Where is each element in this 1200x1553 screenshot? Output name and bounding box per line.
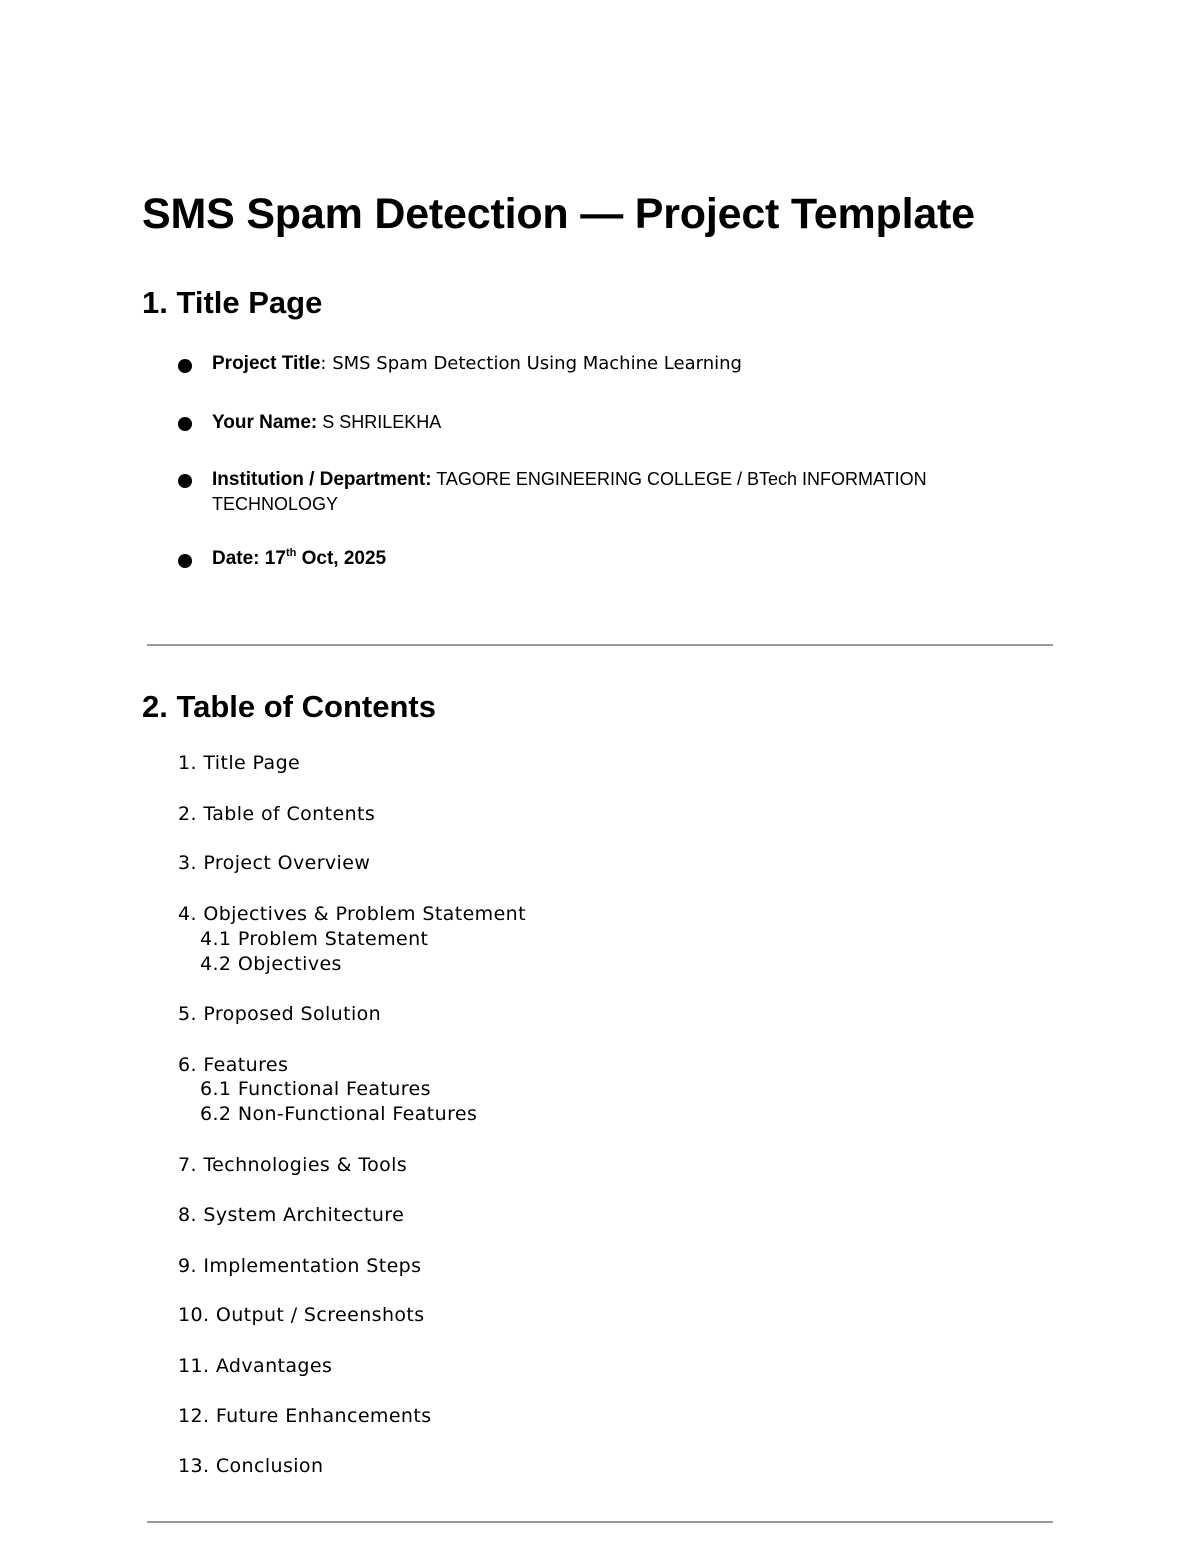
date-day: 17 bbox=[264, 548, 286, 569]
bullet-dot bbox=[178, 359, 192, 373]
toc-item: 13. Conclusion bbox=[178, 1455, 324, 1477]
toc-subitem: 4.1 Problem Statement bbox=[200, 928, 429, 950]
section-heading-table-of-contents: 2. Table of Contents bbox=[142, 689, 436, 724]
toc-subitem: 4.2 Objectives bbox=[200, 953, 342, 975]
section-divider bbox=[147, 644, 1053, 646]
toc-item: 12. Future Enhancements bbox=[178, 1405, 432, 1427]
toc-item: 5. Proposed Solution bbox=[178, 1003, 382, 1025]
section-heading-title-page: 1. Title Page bbox=[142, 285, 323, 320]
field-label: Date: bbox=[212, 548, 260, 569]
bullet-dot bbox=[178, 554, 192, 568]
toc-item: 4. Objectives & Problem Statement bbox=[178, 903, 526, 925]
toc-subitem: 6.1 Functional Features bbox=[200, 1078, 431, 1100]
field-value: TAGORE ENGINEERING COLLEGE / BTech INFORMATION TECHNOLOGY bbox=[212, 469, 927, 514]
toc-item: 11. Advantages bbox=[178, 1355, 333, 1377]
toc-item: 7. Technologies & Tools bbox=[178, 1154, 408, 1176]
toc-item: 8. System Architecture bbox=[178, 1204, 405, 1226]
field-value: SMS Spam Detection Using Machine Learning bbox=[332, 353, 742, 374]
toc-item: 3. Project Overview bbox=[178, 852, 371, 874]
field-label: Institution / Department: bbox=[212, 469, 432, 490]
field-label: Your Name: bbox=[212, 412, 318, 433]
date-rest: Oct, 2025 bbox=[301, 548, 387, 569]
toc-item: 9. Implementation Steps bbox=[178, 1255, 422, 1277]
toc-item: 2. Table of Contents bbox=[178, 803, 376, 825]
toc-item: 1. Title Page bbox=[178, 752, 301, 774]
toc-item: 6. Features bbox=[178, 1054, 289, 1076]
date-day-suffix: th bbox=[285, 547, 297, 559]
field-separator: : bbox=[320, 353, 333, 374]
field-label: Project Title bbox=[212, 353, 321, 374]
bullet-dot bbox=[178, 417, 192, 431]
bullet-dot bbox=[178, 474, 192, 488]
section-divider bbox=[147, 1521, 1053, 1523]
field-value: S SHRILEKHA bbox=[322, 412, 442, 432]
toc-item: 10. Output / Screenshots bbox=[178, 1304, 425, 1326]
document-title: SMS Spam Detection — Project Template bbox=[142, 190, 975, 238]
toc-subitem: 6.2 Non-Functional Features bbox=[200, 1103, 478, 1125]
